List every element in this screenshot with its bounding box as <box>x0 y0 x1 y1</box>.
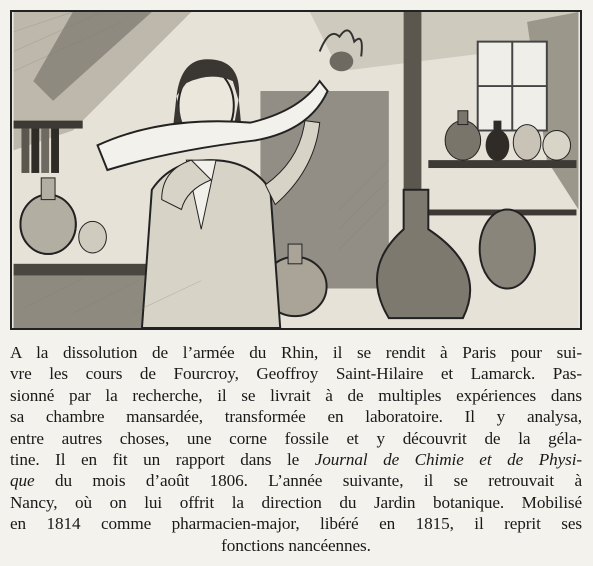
caption-text-segment: A la dissolution de l’armée du Rhin, il se rendit à Paris pour sui- <box>10 343 582 362</box>
caption-line <box>10 470 582 491</box>
caption-line <box>10 513 582 534</box>
caption-text-segment: Nancy, où on lui offrit la direction du Jardin botanique. Mobilisé <box>10 492 582 512</box>
caption-text-segment: en 1814 comme pharmacien-major, libéré en 1815, il reprit ses <box>10 514 582 534</box>
caption-line <box>10 385 582 406</box>
caption-italic-text: que <box>10 471 35 491</box>
attic-laboratory-illustration <box>12 12 580 328</box>
caption-line <box>10 492 582 513</box>
caption-italic-text: Journal de Chimie et de Physi- <box>314 450 583 470</box>
caption-line <box>10 342 582 363</box>
caption-text-segment: fonctions nancéennes. <box>221 535 371 555</box>
illustration-panel <box>10 10 582 330</box>
caption-text <box>10 342 582 556</box>
caption-text-segment: vre les cours de Fourcroy, Geoffroy Saint-Hilaire et Lamarck. Pas- <box>10 364 582 384</box>
caption-line <box>10 449 582 470</box>
shelf <box>428 160 576 168</box>
caption-line <box>10 535 582 556</box>
window <box>478 42 547 131</box>
caption-text-segment: du mois d’août 1806. L’année suivante, il se retrouvait à <box>34 471 582 491</box>
caption-text-segment: sionné par la recherche, il se livrait à de multiples expériences dans <box>10 385 582 405</box>
caption-line <box>10 428 582 449</box>
caption-text-segment: entre autres choses, une corne fossile et y découvrit de la géla- <box>10 428 582 448</box>
caption-line <box>10 363 582 384</box>
caption-line <box>10 406 582 427</box>
caption-text-segment: tine. Il en fit un rapport dans le <box>10 450 315 470</box>
caption-text-segment: sa chambre mansardée, transformée en laboratoire. Il y analysa, <box>10 407 582 427</box>
